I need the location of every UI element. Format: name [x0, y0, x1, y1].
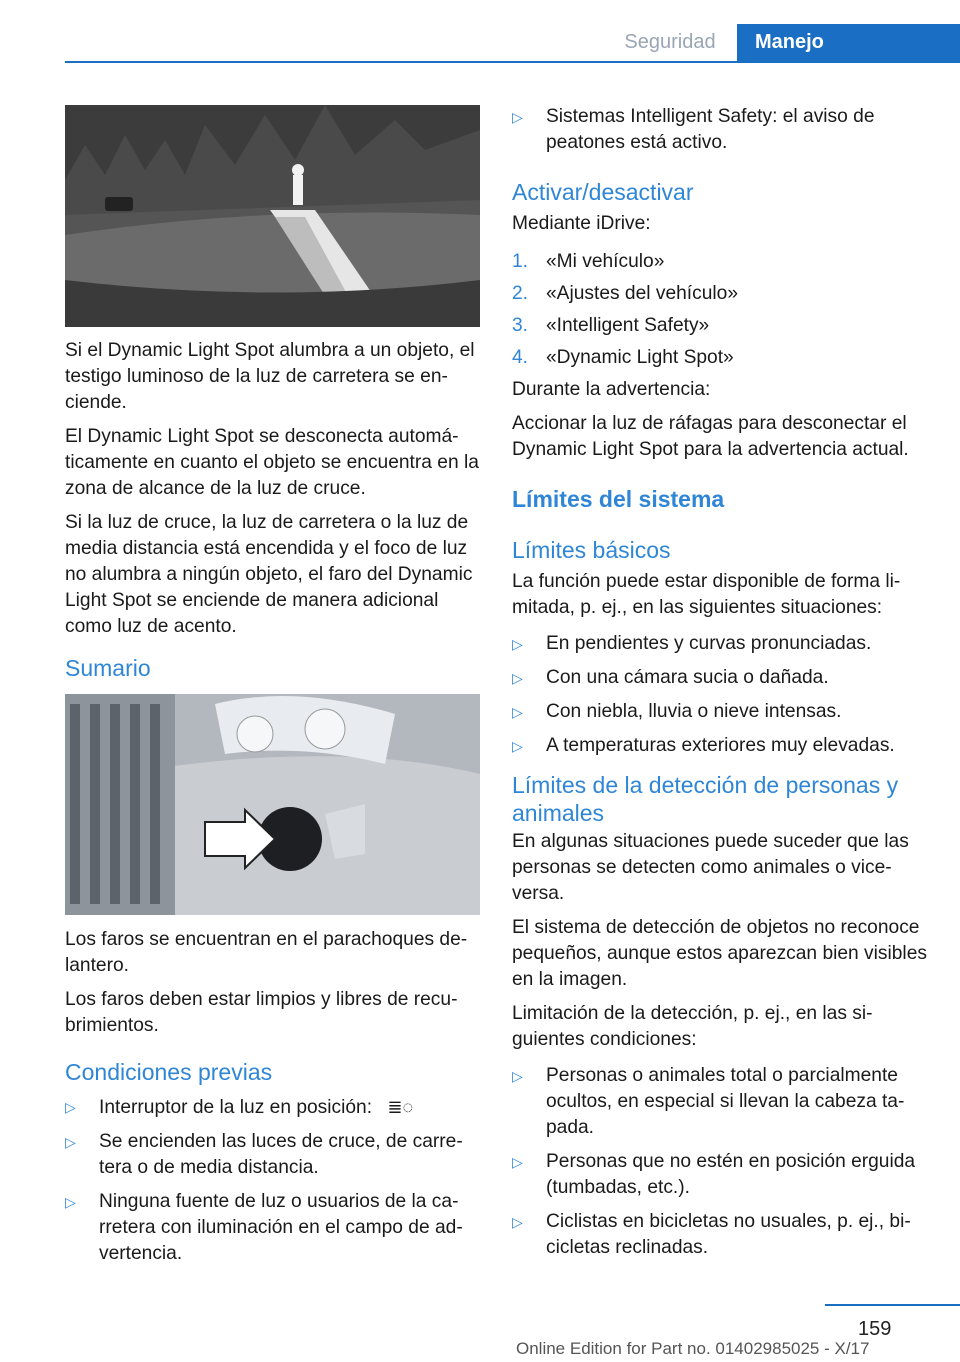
- footer-rule: [825, 1304, 960, 1306]
- headlight-auto-icon: ≣◌: [387, 1097, 414, 1117]
- paragraph: Si la luz de cruce, la luz de carretera o la luz de media distancia está encendida y el foco de luz no alumbra a ningún objeto, el faro del Dynamic Light Spot se enciende de manera adicional como luz de acento.: [65, 512, 473, 637]
- list-item: [512, 104, 932, 156]
- list-item: [512, 1149, 932, 1201]
- heading-limites-basicos: Límites básicos: [512, 537, 671, 563]
- step-text: «Mi vehículo»: [546, 251, 665, 272]
- list-item: [512, 345, 932, 371]
- list-item-text: A temperaturas exteriores muy elevadas.: [546, 735, 895, 756]
- heading-sumario: Sumario: [65, 655, 151, 681]
- triangle-right-icon: ▷: [512, 1154, 523, 1170]
- paragraph: El Dynamic Light Spot se desconecta automáticamente en cuanto el objeto se encuentra en la zona de alcance de la luz de cruce.: [65, 426, 479, 499]
- step-text: «Intelligent Safety»: [546, 315, 710, 336]
- list-item-text: Interruptor de la luz en posición:: [99, 1097, 373, 1118]
- paragraph: Los faros se encuentran en el parachoques delantero.: [65, 929, 468, 976]
- list-item-text: Sistemas Intelligent Safety: el aviso de peatones está activo.: [546, 106, 875, 153]
- triangle-right-icon: ▷: [65, 1194, 76, 1210]
- paragraph: Mediante iDrive:: [512, 213, 651, 234]
- step-number: 3.: [512, 315, 529, 336]
- paragraph: Accionar la luz de ráfagas para desconectar el Dynamic Light Spot para la advertencia actual.: [512, 413, 909, 460]
- list-item-text: Ciclistas en bicicletas no usuales, p. ej., bicicletas reclinadas.: [546, 1211, 911, 1258]
- list-item: [512, 1209, 932, 1261]
- triangle-right-icon: ▷: [512, 109, 523, 125]
- paragraph: Los faros deben estar limpios y libres de recubrimientos.: [65, 989, 458, 1036]
- paragraph: Limitación de la detección, p. ej., en las siguientes condiciones:: [512, 1003, 873, 1050]
- list-item-text: Personas que no estén en posición erguida (tumbadas, etc.).: [546, 1151, 916, 1198]
- triangle-right-icon: ▷: [512, 1214, 523, 1230]
- step-number: 2.: [512, 283, 529, 304]
- list-item: [512, 281, 932, 307]
- triangle-right-icon: ▷: [512, 704, 523, 720]
- step-text: «Dynamic Light Spot»: [546, 347, 734, 368]
- list-item-text: En pendientes y curvas pronunciadas.: [546, 633, 872, 654]
- header-rule: [65, 61, 960, 63]
- headlight-figure: [65, 694, 480, 915]
- heading-activar: Activar/desactivar: [512, 179, 694, 205]
- heading-limites-deteccion: Límites de la detección de personas y animales: [512, 772, 899, 826]
- step-text: «Ajustes del vehículo»: [546, 283, 738, 304]
- list-item: [512, 1063, 932, 1141]
- list-item-text: Con niebla, lluvia o nieve intensas.: [546, 701, 842, 722]
- list-item: [512, 631, 932, 657]
- list-item: [512, 313, 932, 339]
- triangle-right-icon: ▷: [65, 1134, 76, 1150]
- list-item-text: Personas o animales total o parcialmente ocultos, en especial si llevan la cabeza tapada.: [546, 1065, 905, 1138]
- tab-manejo[interactable]: Manejo: [737, 24, 960, 61]
- list-item-text: Se encienden las luces de cruce, de carretera o de media distancia.: [99, 1131, 463, 1178]
- triangle-right-icon: ▷: [65, 1099, 76, 1115]
- list-item: [512, 249, 932, 275]
- night-road-figure: [65, 105, 480, 327]
- triangle-right-icon: ▷: [512, 670, 523, 686]
- list-item: [512, 733, 932, 759]
- paragraph: El sistema de detección de objetos no reconoce pequeños, aunque estos aparezcan bien visibles en la imagen.: [512, 917, 927, 990]
- list-item-text: Ninguna fuente de luz o usuarios de la carretera con iluminación en el campo de advertencia.: [99, 1191, 463, 1264]
- list-item: [65, 1094, 480, 1121]
- list-item: [512, 665, 932, 691]
- heading-condiciones-previas: Condiciones previas: [65, 1059, 273, 1085]
- triangle-right-icon: ▷: [512, 1068, 523, 1084]
- paragraph: Si el Dynamic Light Spot alumbra a un objeto, el testigo luminoso de la luz de carretera se enciende.: [65, 340, 475, 413]
- page-number: 159: [858, 1318, 892, 1340]
- list-item: [65, 1129, 480, 1181]
- triangle-right-icon: ▷: [512, 636, 523, 652]
- heading-limites-sistema: Límites del sistema: [512, 486, 725, 512]
- list-item: [65, 1189, 480, 1267]
- step-number: 1.: [512, 251, 529, 272]
- paragraph: En algunas situaciones puede suceder que las personas se detecten como animales o viceversa.: [512, 831, 909, 904]
- paragraph: La función puede estar disponible de forma limitada, p. ej., en las siguientes situaciones:: [512, 571, 901, 618]
- paragraph: Durante la advertencia:: [512, 379, 711, 400]
- tab-seguridad[interactable]: Seguridad: [624, 31, 716, 53]
- step-number: 4.: [512, 347, 529, 368]
- list-item: [512, 699, 932, 725]
- edition-footer: Online Edition for Part no. 01402985025 - X/17: [516, 1339, 870, 1358]
- list-item-text: Con una cámara sucia o dañada.: [546, 667, 829, 688]
- triangle-right-icon: ▷: [512, 738, 523, 754]
